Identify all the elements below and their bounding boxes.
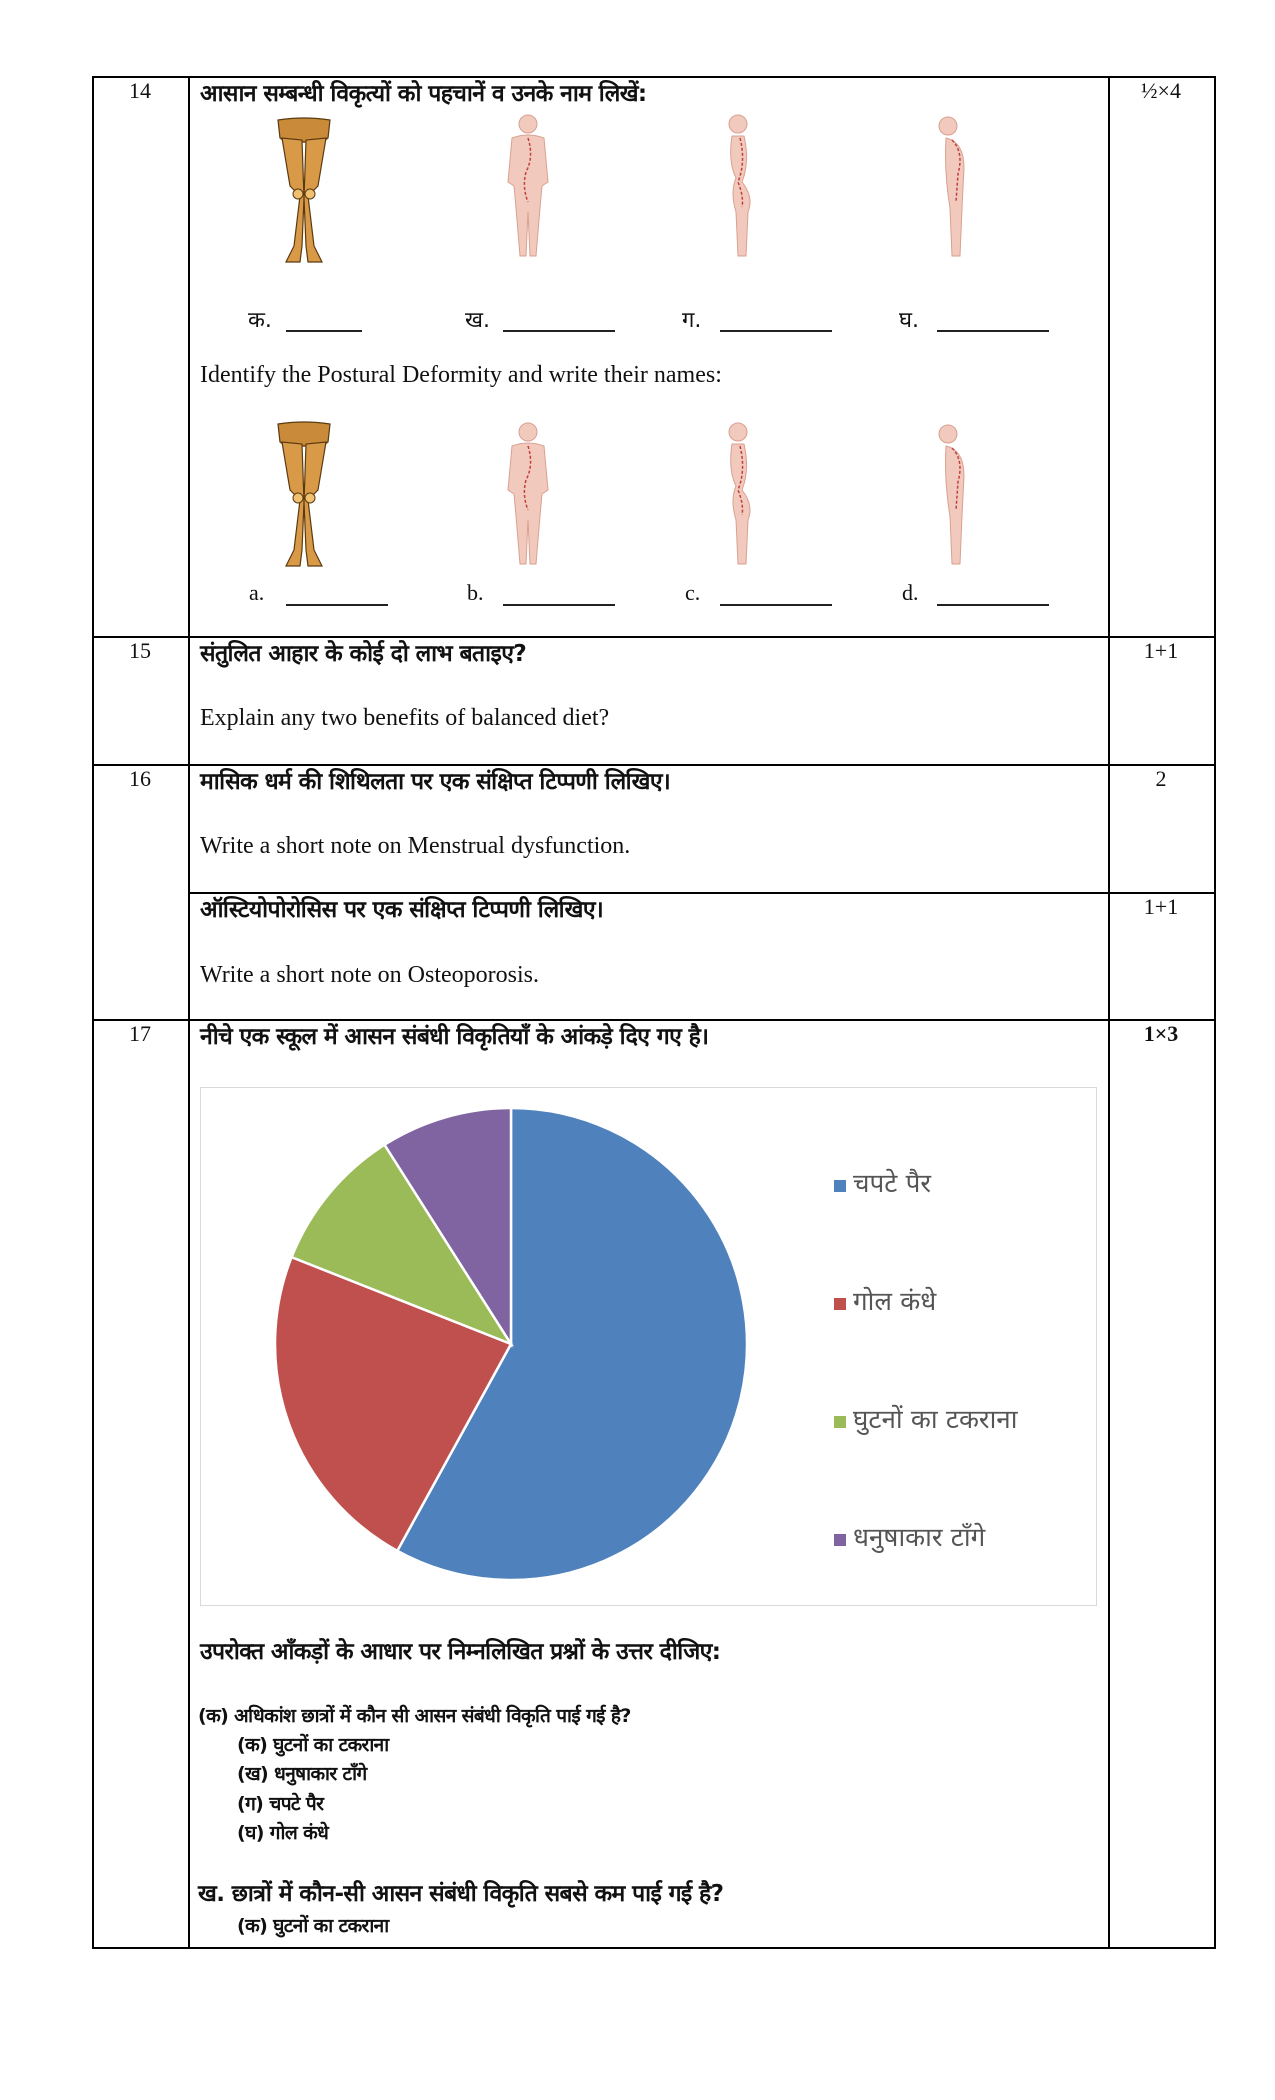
table-col-divider-1	[188, 76, 190, 1949]
answer-blank-gha[interactable]	[937, 330, 1049, 332]
q16a-hindi-text: मासिक धर्म की शिथिलता पर एक संक्षिप्त टिप्पणी लिखिए।	[200, 769, 671, 795]
q17a-option-4: (घ) गोल कंधे	[237, 1822, 329, 1844]
q16a-english-text: Write a short note on Menstrual dysfunction.	[200, 833, 631, 859]
answer-blank-kha[interactable]	[503, 330, 615, 332]
q14-english-text: Identify the Postural Deformity and write their names:	[200, 362, 722, 388]
q15-hindi-text: संतुलित आहार के कोई दो लाभ बताइए?	[200, 641, 527, 667]
scoliosis-back-view-icon	[498, 420, 558, 570]
q17b-option-1: (क) घुटनों का टकराना	[237, 1915, 389, 1937]
q14-hindi-label-c: ग.	[682, 308, 702, 333]
answer-blank-ga[interactable]	[720, 330, 832, 332]
marks-14: ½×4	[1141, 78, 1181, 103]
scoliosis-back-view-icon	[498, 112, 558, 262]
q17a-option-2: (ख) धनुषाकार टाँगे	[237, 1763, 367, 1785]
legend-swatch-3	[834, 1416, 846, 1428]
q14-hindi-label-a: क.	[248, 308, 272, 333]
q17a-question: (क) अधिकांश छात्रों में कौन सी आसन संबंधी विकृति पाई गई है?	[198, 1705, 631, 1727]
q14-hindi-label-d: घ.	[899, 308, 919, 333]
q14-hindi-text: आसान सम्बन्धी विकृत्यों को पहचानें व उनके नाम लिखें:	[200, 81, 647, 107]
question-number-15: 15	[129, 638, 151, 663]
question-number-16: 16	[129, 766, 151, 791]
table-left-border	[92, 76, 94, 1949]
q17a-option-3: (ग) चपटे पैर	[237, 1793, 324, 1815]
kyphosis-side-view-icon	[930, 420, 984, 570]
q17-instruction-text: उपरोक्त आँकड़ों के आधार पर निम्नलिखित प्रश्नों के उत्तर दीजिए:	[200, 1639, 721, 1665]
marks-17: 1×3	[1143, 1021, 1179, 1046]
q16b-english-text: Write a short note on Osteoporosis.	[200, 962, 539, 988]
q15-english-text: Explain any two benefits of balanced diet?	[200, 705, 610, 731]
q14-english-label-a: a.	[249, 580, 265, 605]
table-bottom-border	[92, 1947, 1215, 1949]
q14-english-label-b: b.	[467, 580, 484, 605]
lordosis-side-view-icon	[714, 420, 764, 570]
legend-label-1: चपटे पैर	[853, 1169, 932, 1199]
q14-hindi-label-b: ख.	[465, 308, 490, 333]
q14-english-label-d: d.	[902, 580, 919, 605]
q17b-question: ख. छात्रों में कौन-सी आसन संबंधी विकृति सबसे कम पाई गई है?	[198, 1881, 724, 1907]
pie-chart-frame	[200, 1087, 1097, 1606]
table-right-border	[1214, 76, 1216, 1949]
answer-blank-c[interactable]	[720, 604, 832, 606]
kyphosis-side-view-icon	[930, 112, 984, 262]
marks-16a: 2	[1155, 766, 1167, 791]
q17a-option-1: (क) घुटनों का टकराना	[237, 1734, 389, 1756]
q14-english-label-c: c.	[685, 580, 701, 605]
answer-blank-d[interactable]	[937, 604, 1049, 606]
knock-knees-legs-icon	[268, 420, 340, 570]
table-col-divider-2	[1108, 76, 1110, 1949]
answer-blank-ka[interactable]	[286, 330, 362, 332]
q16b-hindi-text: ऑस्टियोपोरोसिस पर एक संक्षिप्त टिप्पणी लिखिए।	[200, 897, 604, 923]
marks-16b: 1+1	[1143, 894, 1179, 919]
q17-intro-text: नीचे एक स्कूल में आसन संबंधी विकृतियाँ के आंकड़े दिए गए है।	[200, 1024, 709, 1050]
legend-label-2: गोल कंधे	[853, 1287, 937, 1317]
marks-15: 1+1	[1143, 638, 1179, 663]
legend-swatch-2	[834, 1298, 846, 1310]
knock-knees-legs-icon	[268, 116, 340, 266]
legend-label-4: धनुषाकार टाँगे	[853, 1523, 986, 1553]
answer-blank-b[interactable]	[503, 604, 615, 606]
legend-label-3: घुटनों का टकराना	[853, 1405, 1018, 1435]
answer-blank-a[interactable]	[286, 604, 388, 606]
question-number-17: 17	[129, 1021, 151, 1046]
question-number-14: 14	[129, 78, 151, 103]
legend-swatch-4	[834, 1534, 846, 1546]
lordosis-side-view-icon	[714, 112, 764, 262]
legend-swatch-1	[834, 1180, 846, 1192]
